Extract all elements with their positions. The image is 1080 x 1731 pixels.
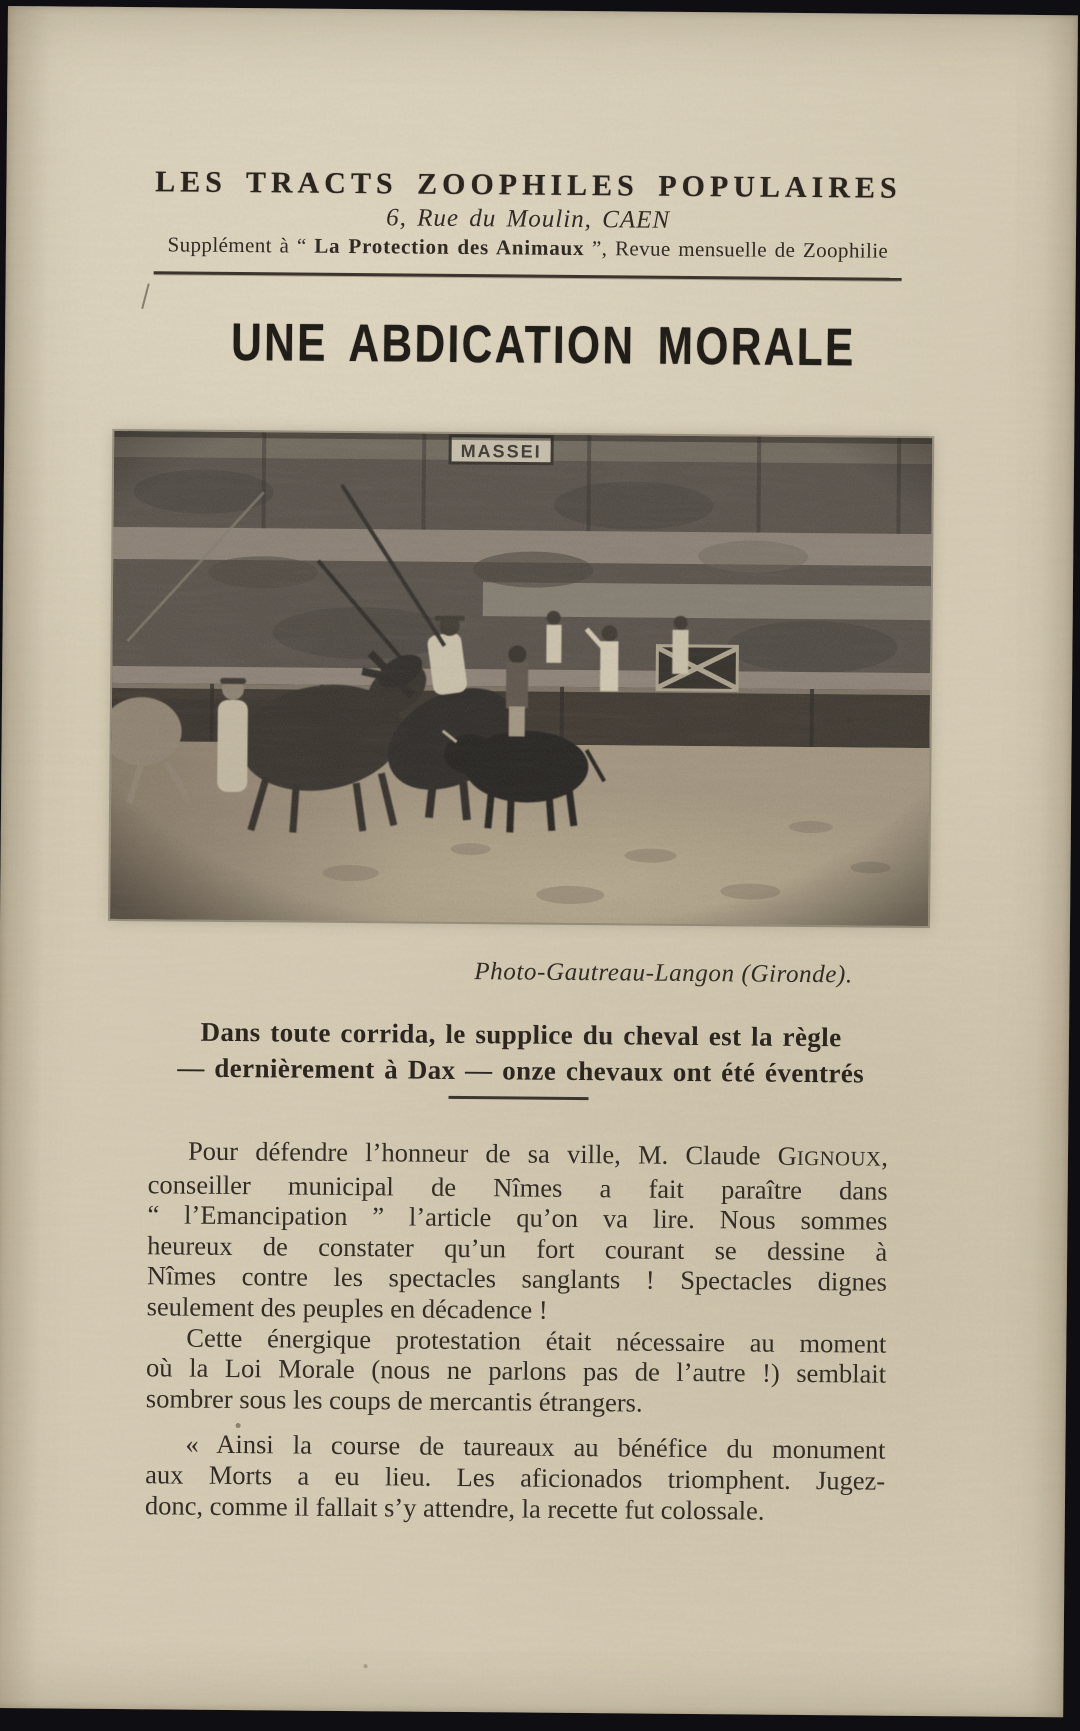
paper-speck — [236, 1423, 241, 1428]
masthead-address: 6, Rue du Moulin, CAEN — [386, 204, 671, 234]
text-line: conseiller municipal de Nîmes a fait paraître dans — [147, 1168, 888, 1206]
subheadline-line2: — dernièrement à Dax — onze chevaux ont été éventrés — [177, 1052, 865, 1089]
masthead-rule — [154, 271, 902, 281]
text-line: seulement des peuples en décadence ! — [146, 1291, 548, 1325]
text-line: heureux de constater qu’un fort courant se dessine à — [147, 1230, 888, 1267]
text-line: “ l’Emancipation ” l’article qu’on va lire. Nous sommes — [147, 1199, 888, 1236]
photo-vignette — [110, 431, 932, 926]
text-line: Cette énergique protestation était nécessaire au moment — [186, 1322, 887, 1359]
photo-illustration — [110, 431, 932, 926]
text-line: Pour défendre l’honneur de sa ville, M. Claude GIGNOUX, — [187, 1135, 889, 1172]
headline-text: UNE ABDICATION MORALE — [230, 312, 857, 378]
article-body — [145, 1135, 888, 1527]
supplement-bold-text: La Protection des Animaux — [314, 233, 585, 261]
paragraph — [147, 1135, 889, 1328]
paper-speck — [847, 718, 851, 722]
supplement-text: Supplément à “ — [167, 232, 315, 258]
paper-page — [0, 6, 1078, 1717]
text-line: aux Morts a eu lieu. Les aficionados triomphent. Jugez- — [145, 1459, 886, 1496]
text-line: Nîmes contre les spectacles sanglants ! Spectacles dignes — [146, 1260, 888, 1298]
text-line: sombrer sous les coups de mercantis étrangers. — [145, 1383, 643, 1418]
subheadline — [147, 1013, 896, 1092]
paper-speck — [364, 1664, 368, 1668]
bullfight-photo — [110, 431, 932, 926]
pen-mark — [141, 283, 149, 309]
paragraph — [145, 1429, 886, 1527]
text-line: donc, comme il fallait s’y attendre, la recette fut colossale. — [144, 1489, 765, 1526]
headline — [153, 313, 901, 378]
masthead-supplement — [154, 232, 902, 264]
photo-caption: Photo-Gautreau-Langon (Gironde). — [474, 958, 853, 989]
paragraph — [146, 1322, 887, 1420]
section-divider — [448, 1096, 588, 1100]
masthead-title: LES TRACTS ZOOPHILES POPULAIRES — [155, 165, 902, 205]
supplement-text: ”, Revue mensuelle de Zoophilie — [584, 236, 889, 263]
text-line: où la Loi Morale (nous ne parlons pas de l’autre !) semblait — [145, 1352, 887, 1389]
text-line: « Ainsi la course de taureaux au bénéfice du monument — [185, 1428, 886, 1466]
subheadline-line1: Dans toute corrida, le supplice du cheval est la règle — [200, 1016, 842, 1053]
